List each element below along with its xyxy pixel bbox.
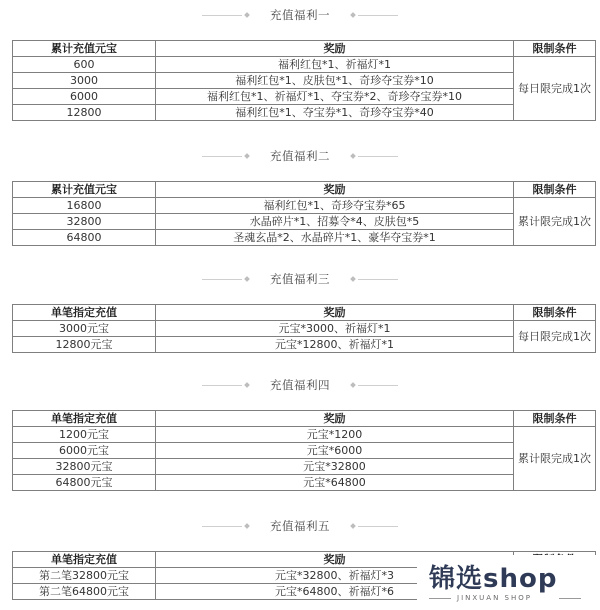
reward-cell: 元宝*64800 xyxy=(156,475,514,491)
amount-cell: 6000元宝 xyxy=(13,443,156,459)
reward-cell: 元宝*12800、祈福灯*1 xyxy=(156,337,514,353)
table-row xyxy=(13,443,596,459)
section-title-2 xyxy=(0,148,600,164)
table-row xyxy=(13,105,596,121)
header-cell: 单笔指定充值 xyxy=(13,411,156,427)
section-title-text: 充值福利一 xyxy=(270,8,330,22)
table-row xyxy=(13,198,596,214)
reward-table-4 xyxy=(12,410,596,491)
section-title-5 xyxy=(0,518,600,534)
title-ornament-right xyxy=(348,13,398,17)
table-row xyxy=(13,475,596,491)
limit-cell: 每日限完成1次 xyxy=(514,321,596,353)
reward-table-3 xyxy=(12,304,596,353)
table-row xyxy=(13,57,596,73)
title-ornament-left xyxy=(202,154,252,158)
amount-cell: 3000元宝 xyxy=(13,321,156,337)
amount-cell: 1200元宝 xyxy=(13,427,156,443)
reward-cell: 福利红包*1、夺宝券*1、奇珍夺宝券*40 xyxy=(156,105,514,121)
reward-table-2 xyxy=(12,181,596,246)
reward-table-1 xyxy=(12,40,596,121)
header-cell: 奖励 xyxy=(156,41,514,57)
title-ornament-right xyxy=(348,383,398,387)
title-ornament-left xyxy=(202,277,252,281)
section-title-4 xyxy=(0,377,600,393)
header-cell: 奖励 xyxy=(156,552,514,568)
reward-cell: 圣魂玄晶*2、水晶碎片*1、豪华夺宝券*1 xyxy=(156,230,514,246)
table-header-row xyxy=(13,182,596,198)
limit-cell: 累计限完成1次 xyxy=(514,198,596,246)
header-cell: 限制条件 xyxy=(514,411,596,427)
reward-cell: 元宝*3000、祈福灯*1 xyxy=(156,321,514,337)
title-ornament-right xyxy=(348,524,398,528)
table-row xyxy=(13,73,596,89)
header-cell: 奖励 xyxy=(156,305,514,321)
table-row xyxy=(13,459,596,475)
reward-cell: 元宝*32800 xyxy=(156,459,514,475)
title-ornament-right xyxy=(348,277,398,281)
table-row xyxy=(13,337,596,353)
limit-cell: 每日限完成1次 xyxy=(514,57,596,121)
amount-cell: 12800元宝 xyxy=(13,337,156,353)
table-row xyxy=(13,214,596,230)
watermark-rule-right xyxy=(559,598,581,599)
section-title-text: 充值福利二 xyxy=(270,149,330,163)
reward-cell: 福利红包*1、皮肤包*1、奇珍夺宝券*10 xyxy=(156,73,514,89)
amount-cell: 32800 xyxy=(13,214,156,230)
header-cell: 单笔指定充值 xyxy=(13,305,156,321)
watermark-brand-text: 锦选shop xyxy=(429,564,558,594)
header-cell: 累计充值元宝 xyxy=(13,41,156,57)
header-cell: 单笔指定充值 xyxy=(13,552,156,568)
section-title-text: 充值福利四 xyxy=(270,378,330,392)
title-ornament-left xyxy=(202,13,252,17)
section-title-3 xyxy=(0,271,600,287)
amount-cell: 600 xyxy=(13,57,156,73)
amount-cell: 6000 xyxy=(13,89,156,105)
brand-watermark xyxy=(417,555,600,610)
table-row xyxy=(13,427,596,443)
reward-cell: 元宝*32800、祈福灯*3 xyxy=(156,568,514,584)
reward-cell: 福利红包*1、祈福灯*1、夺宝券*2、奇珍夺宝券*10 xyxy=(156,89,514,105)
table-row xyxy=(13,230,596,246)
title-ornament-right xyxy=(348,154,398,158)
table-header-row xyxy=(13,411,596,427)
reward-cell: 福利红包*1、奇珍夺宝券*65 xyxy=(156,198,514,214)
header-cell: 限制条件 xyxy=(514,182,596,198)
limit-cell: 累计限完成1次 xyxy=(514,427,596,491)
header-cell: 限制条件 xyxy=(514,41,596,57)
table-row xyxy=(13,321,596,337)
amount-cell: 64800元宝 xyxy=(13,475,156,491)
reward-cell: 元宝*6000 xyxy=(156,443,514,459)
amount-cell: 32800元宝 xyxy=(13,459,156,475)
section-title-text: 充值福利三 xyxy=(270,272,330,286)
section-title-1 xyxy=(0,7,600,23)
table-header-row xyxy=(13,41,596,57)
amount-cell: 12800 xyxy=(13,105,156,121)
title-ornament-left xyxy=(202,383,252,387)
header-cell: 奖励 xyxy=(156,182,514,198)
reward-cell: 元宝*1200 xyxy=(156,427,514,443)
reward-cell: 水晶碎片*1、招募令*4、皮肤包*5 xyxy=(156,214,514,230)
amount-cell: 64800 xyxy=(13,230,156,246)
header-cell: 奖励 xyxy=(156,411,514,427)
table-header-row xyxy=(13,305,596,321)
amount-cell: 3000 xyxy=(13,73,156,89)
reward-cell: 元宝*64800、祈福灯*6 xyxy=(156,584,514,600)
watermark-rule-left xyxy=(429,598,451,599)
header-cell: 限制条件 xyxy=(514,305,596,321)
header-cell: 累计充值元宝 xyxy=(13,182,156,198)
section-title-text: 充值福利五 xyxy=(270,519,330,533)
amount-cell: 第二笔64800元宝 xyxy=(13,584,156,600)
table-row xyxy=(13,89,596,105)
watermark-subtitle: JINXUAN SHOP xyxy=(457,594,532,602)
amount-cell: 16800 xyxy=(13,198,156,214)
title-ornament-left xyxy=(202,524,252,528)
amount-cell: 第二笔32800元宝 xyxy=(13,568,156,584)
reward-cell: 福利红包*1、祈福灯*1 xyxy=(156,57,514,73)
